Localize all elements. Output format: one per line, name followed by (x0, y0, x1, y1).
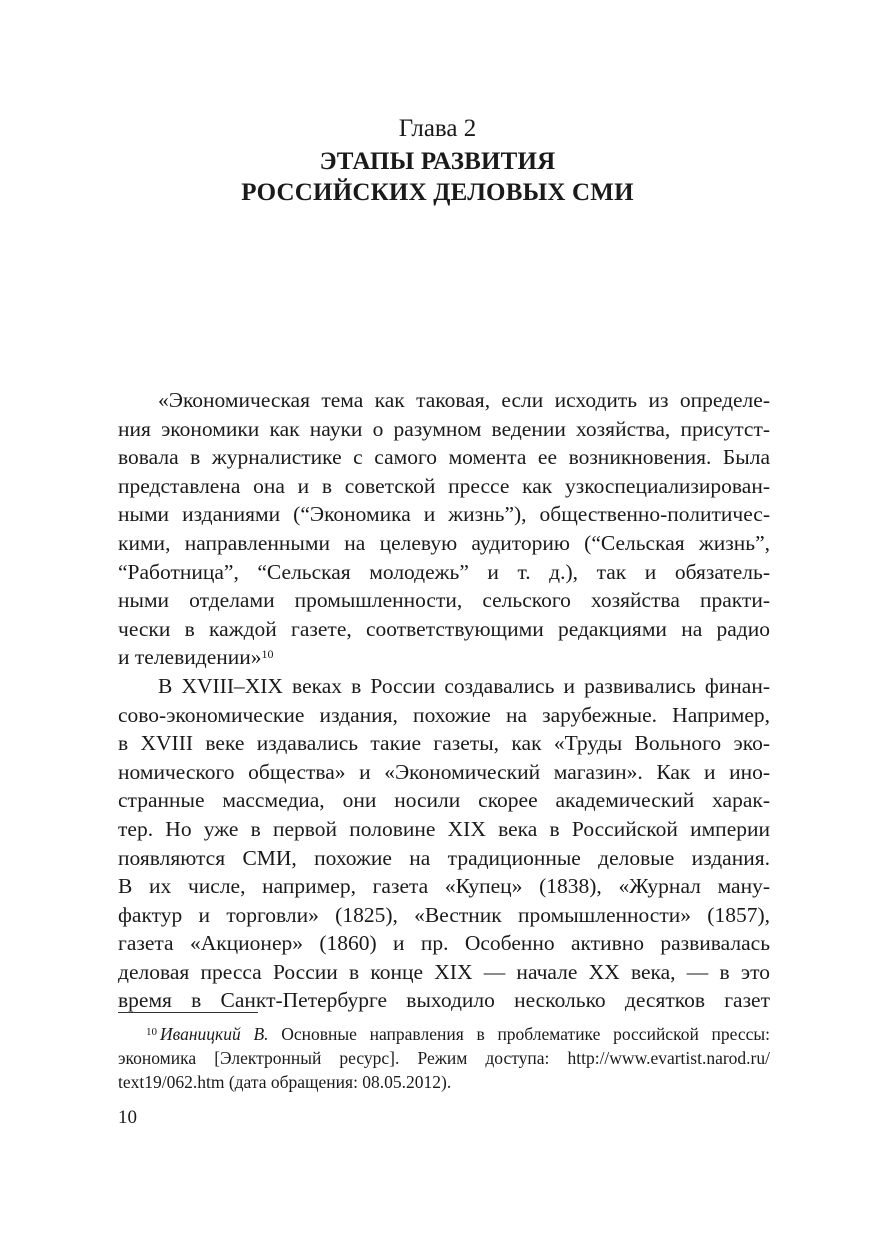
text-line: в XVIII веке издавались такие газеты, как «Труды Вольного эко- (118, 731, 770, 756)
text-line-with-footnote (118, 643, 770, 672)
text-line: В их числе, например, газета «Купец» (1838), «Журнал ману- (118, 874, 770, 899)
body-text (118, 386, 770, 1015)
text-line: «Экономическая тема как таковая, если исходить из определе- (158, 388, 770, 412)
footnote-line (118, 1022, 770, 1046)
footnotes (118, 1022, 770, 1094)
text-line: и телевидении» (118, 645, 262, 670)
text-line: сово-экономические издания, похожие на зарубежные. Например, (118, 702, 770, 727)
text-line: “Работница”, “Сельская молодежь” и т. д.), так и обязатель- (118, 559, 770, 584)
text-line: В XVIII–XIX веках в России создавались и развивались финан- (158, 673, 770, 698)
chapter-title-line-1: ЭТАПЫ РАЗВИТИЯ (319, 148, 556, 175)
text-line: газета «Акционер» (1860) и пр. Особенно активно развивалась (118, 931, 770, 956)
text-line: ния экономики как науки о разумном ведении хозяйства, присутст- (118, 416, 770, 441)
chapter-title-line-2: РОССИЙСКИХ ДЕЛОВЫХ СМИ (241, 179, 634, 206)
text-line: время в Санкт-Петербурге выходило несколько десятков газет (118, 988, 770, 1013)
footnote-line: экономика [Электронный ресурс]. Режим доступа: http://www.evartist.narod.ru/ (118, 1048, 770, 1068)
page-number: 10 (118, 1107, 137, 1128)
chapter-label: Глава 2 (398, 115, 477, 142)
text-line: чески в каждой газете, соответствующими редакциями на радио (118, 616, 770, 641)
text-line: ными изданиями (“Экономика и жизнь”), общественно-политичес- (118, 502, 770, 527)
text-line: фактур и торговли» (1825), «Вестник промышленности» (1857), (118, 902, 770, 927)
text-line: деловая пресса России в конце XIX — начале XX века, — в это (118, 959, 770, 984)
footnote-divider (118, 1012, 258, 1013)
text-line: появляются СМИ, похожие на традиционные деловые издания. (118, 845, 770, 870)
text-line: кими, направленными на целевую аудиторию (“Сельская жизнь”, (118, 530, 770, 555)
footnote-reference[interactable]: 10 (261, 647, 274, 662)
chapter-header (0, 112, 875, 208)
text-line: номического общества» и «Экономический магазин». Как и ино- (118, 759, 770, 784)
footnote-line: text19/062.htm (дата обращения: 08.05.2012). (118, 1072, 452, 1092)
text-line: представлена она и в советской прессе как узкоспециализирован- (118, 473, 770, 498)
footnote-author: Иваницкий В. (160, 1024, 269, 1044)
footnote-number: 10 (146, 1026, 157, 1038)
text-line: странные массмедиа, они носили скорее академический харак- (118, 788, 770, 813)
text-line: ными отделами промышленности, сельского хозяйства практи- (118, 588, 770, 613)
text-line: вовала в журналистике с самого момента ее возникновения. Была (118, 445, 770, 470)
footnote-text: Основные направления в проблематике российской прессы: (281, 1024, 770, 1044)
text-line: тер. Но уже в первой половине XIX века в Российской империи (118, 816, 770, 841)
